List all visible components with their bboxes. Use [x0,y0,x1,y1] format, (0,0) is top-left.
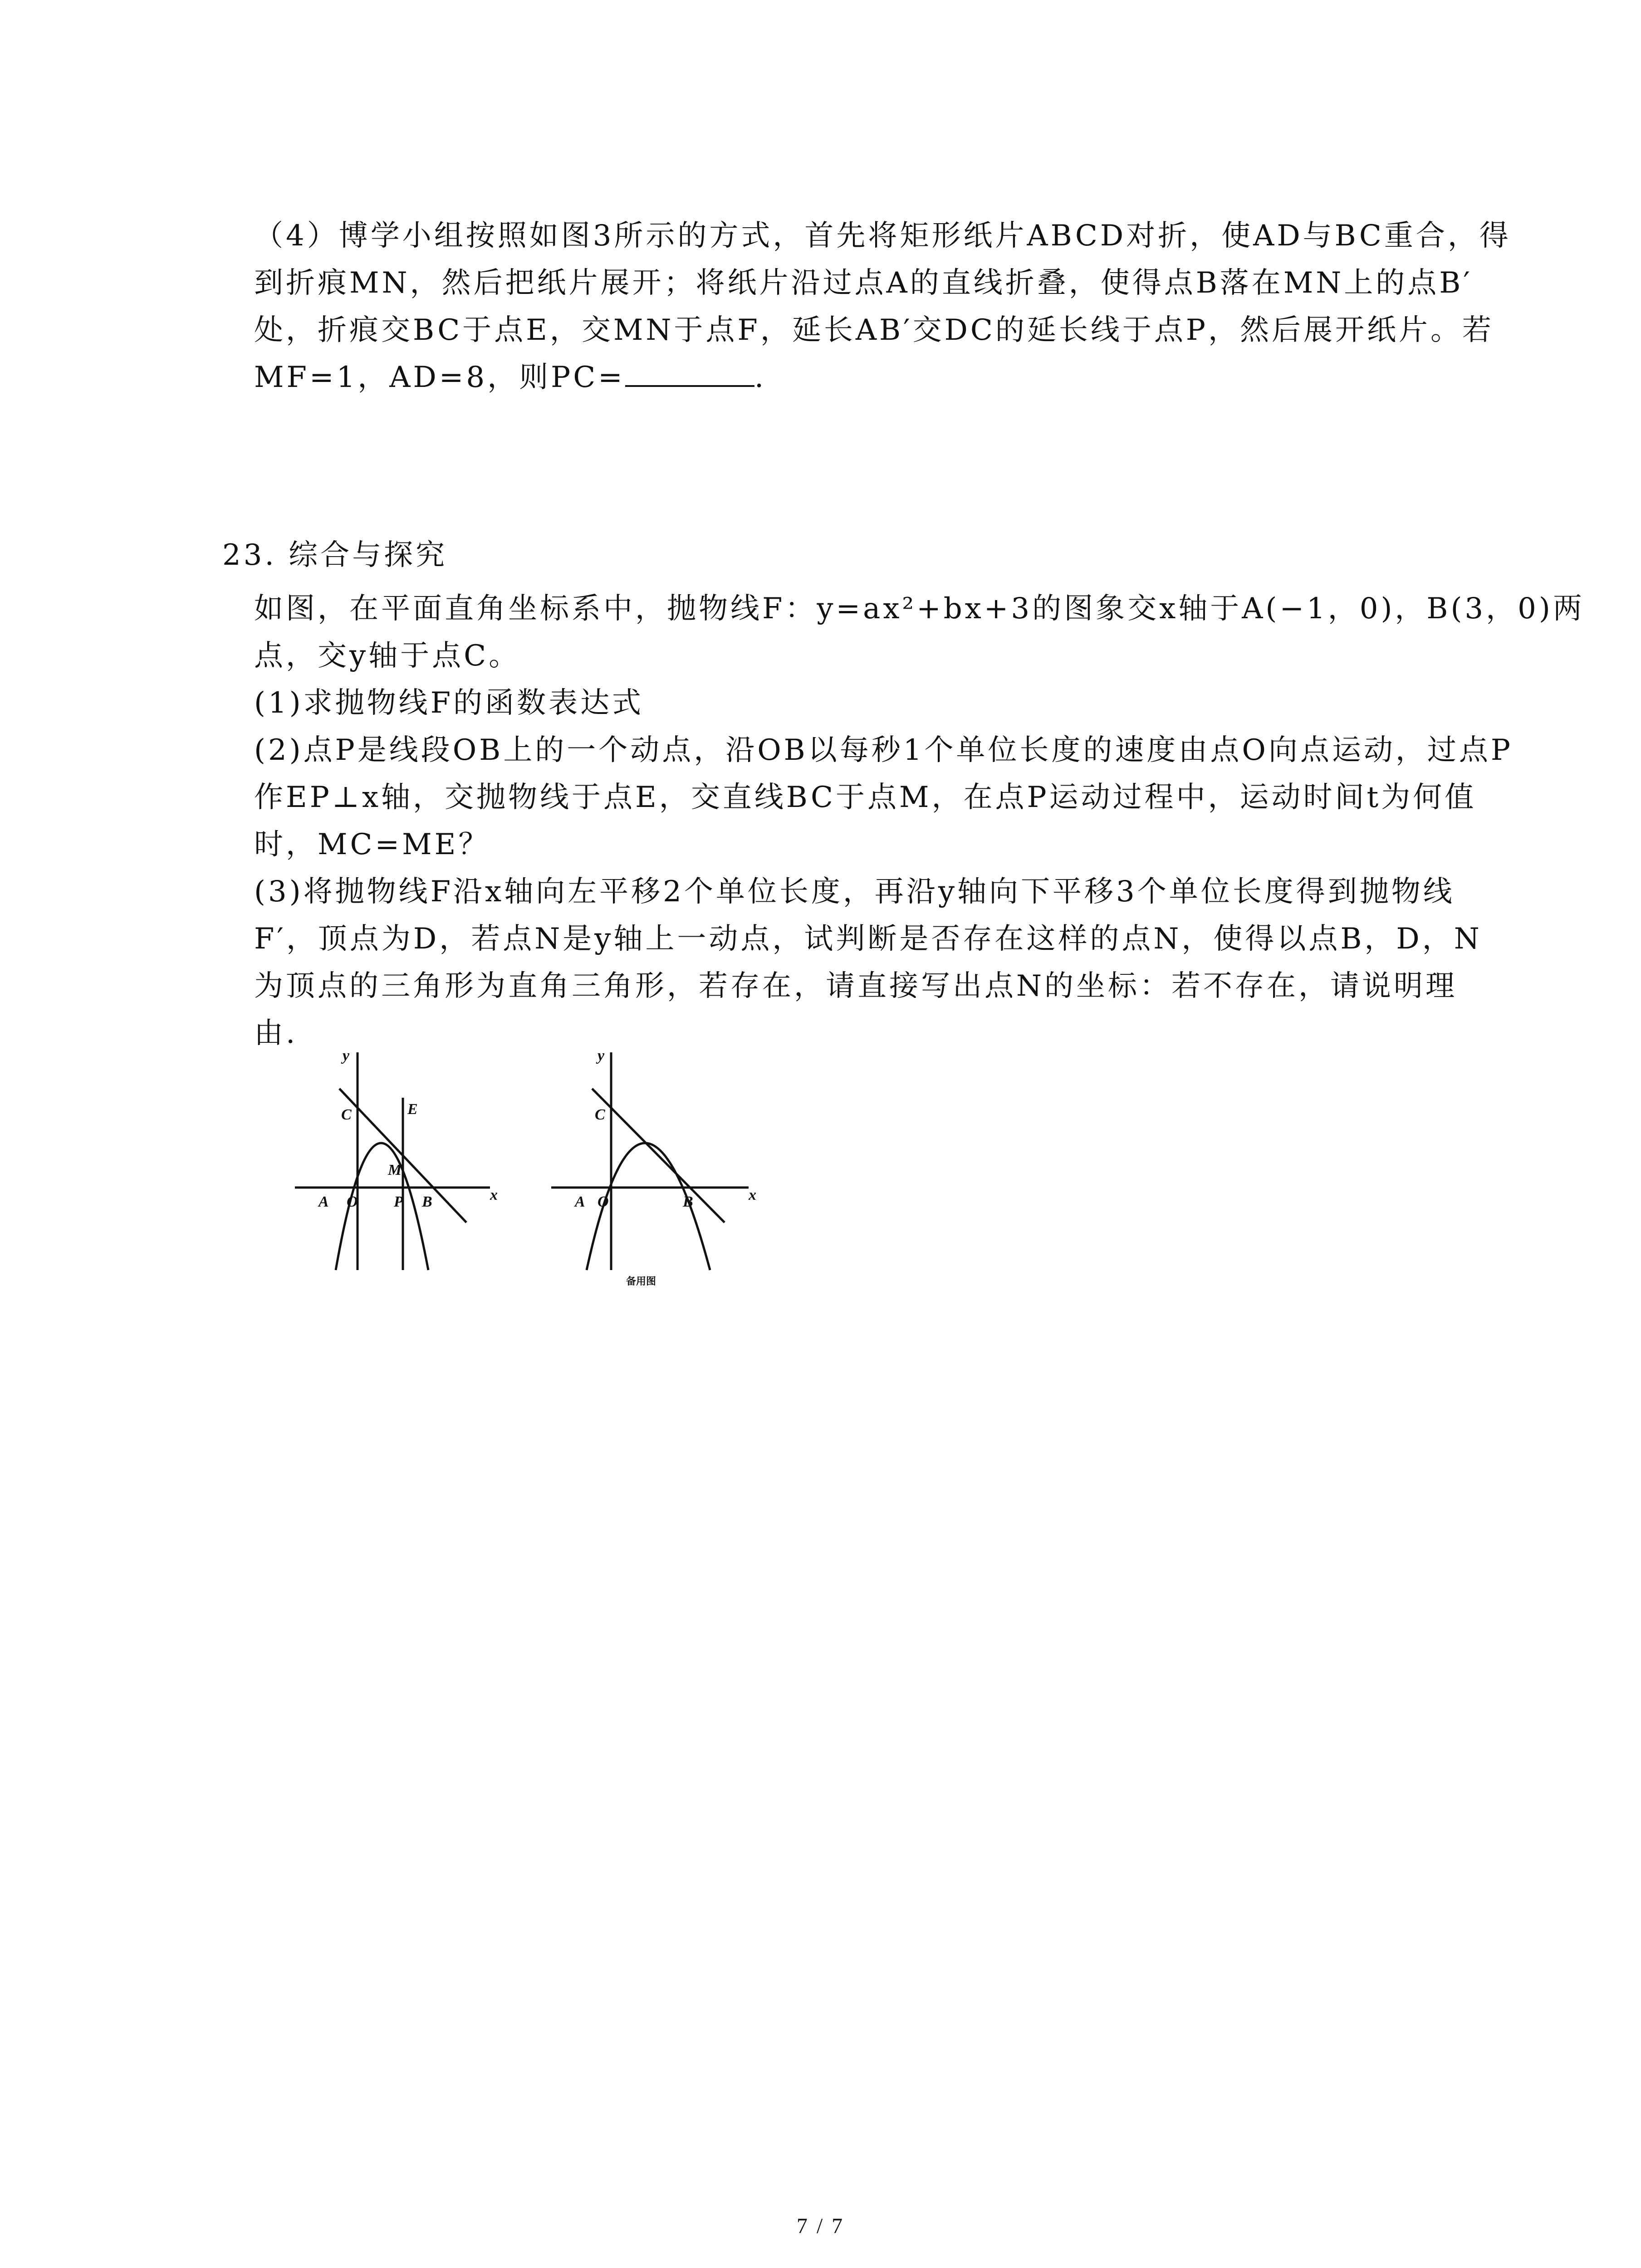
part4-line-1: （4）博学小组按照如图3所示的方式，首先将矩形纸片ABCD对折，使AD与BC重合，得 [254,219,1511,253]
question-23-body [254,585,1585,1057]
label-p: P [394,1193,403,1210]
q23-line-7: (3)将抛物线F沿x轴向左平移2个单位长度，再沿y轴向下平移3个单位长度得到抛物线 [254,875,1455,909]
q23-line-3: (1)求抛物线F的函数表达式 [254,686,644,720]
label-o: O [598,1193,609,1210]
figure-2-backup [547,1043,755,1281]
label-c: C [595,1106,605,1123]
q23-line-1: 如图，在平面直角坐标系中，抛物线F：y=ax²+bx+3的图象交x轴于A(−1，0)，B(3，0)两 [254,592,1585,626]
label-o: O [347,1193,358,1210]
part4-last-line-suffix: . [754,361,767,394]
label-x: x [490,1187,498,1203]
q23-line-10: 由. [254,1017,298,1050]
label-m: M [388,1162,402,1178]
part4-line-3: 处，折痕交BC于点E，交MN于点F，延长AB′交DC的延长线于点P，然后展开纸片。若 [254,313,1494,347]
q23-line-4: (2)点P是线段OB上的一个动点，沿OB以每秒1个单位长度的速度由点O向点运动，过点P [254,733,1513,767]
label-c: C [341,1106,352,1123]
label-y: y [598,1047,605,1064]
answer-blank[interactable] [625,358,754,387]
part4-line-4 [254,354,1434,401]
q23-line-8: F′，顶点为D，若点N是y轴上一动点，试判断是否存在这样的点N，使得以点B，D，N [254,922,1482,956]
part4-last-line-prefix: MF=1，AD=8，则PC= [254,361,625,394]
label-a: A [575,1193,585,1210]
figure-1-parabola [290,1043,499,1281]
figure-1-svg [290,1043,499,1279]
question-23-heading: 23. 综合与探究 [222,538,448,572]
part4-paragraph [254,212,1511,401]
label-x: x [749,1187,756,1203]
label-a: A [318,1193,329,1210]
part4-line-2: 到折痕MN，然后把纸片展开；将纸片沿过点A的直线折叠，使得点B落在MN上的点B′ [254,266,1473,300]
label-b: B [683,1193,693,1210]
label-e: E [407,1101,418,1118]
label-y: y [343,1047,350,1064]
q23-line-9: 为顶点的三角形为直角三角形，若存在，请直接写出点N的坐标：若不存在，请说明理 [254,969,1457,1003]
label-b: B [422,1193,432,1210]
q23-line-6: 时，MC=ME？ [254,828,490,861]
figure-2-caption: 备用图 [626,1276,656,1287]
figure-2-svg [547,1043,755,1279]
page-number: 7 / 7 [796,2214,845,2238]
q23-line-2: 点，交y轴于点C。 [254,639,521,673]
q23-line-5: 作EP⊥x轴，交抛物线于点E，交直线BC于点M，在点P运动过程中，运动时间t为何值 [254,781,1477,814]
